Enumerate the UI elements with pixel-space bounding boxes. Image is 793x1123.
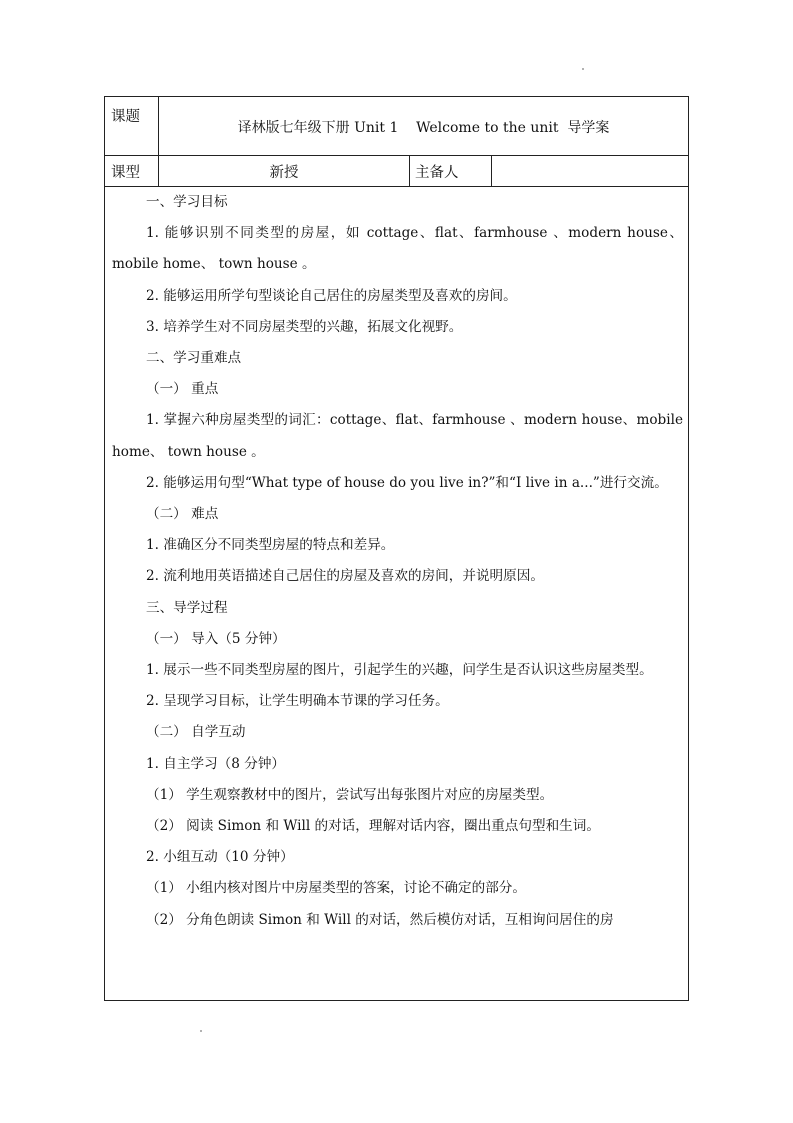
difficulty-item: 1. 准确区分不同类型房屋的特点和差异。	[146, 537, 395, 554]
guide-content	[105, 187, 688, 1000]
header-row-type	[105, 156, 688, 187]
lesson-plan-table	[104, 96, 689, 1001]
goal-item: 1. 能够识别不同类型的房屋，如 cottage、flat、farmhouse 、modern house、mobile home、 town house 。	[112, 225, 683, 273]
process-item: 1. 自主学习（8 分钟）	[146, 755, 286, 772]
section-heading: 一、学习目标	[146, 194, 228, 210]
process-subitem: （1） 小组内核对图片中房屋类型的答案，讨论不确定的部分。	[146, 880, 526, 897]
process-subitem: （2） 阅读 Simon 和 Will 的对话，理解对话内容，圈出重点句型和生词。	[146, 818, 600, 835]
type-label: 课型	[105, 156, 159, 186]
process-item: 2. 呈现学习目标，让学生明确本节课的学习任务。	[146, 693, 449, 710]
subsection-heading: （二） 自学互动	[146, 724, 246, 741]
lesson-type: 新授	[159, 156, 410, 186]
key-point-item: 1. 掌握六种房屋类型的词汇：cottage、flat、farmhouse 、modern house、mobile home、 town house 。	[112, 412, 683, 460]
lesson-title: 译林版七年级下册 Unit 1 Welcome to the unit 导学案	[237, 120, 610, 136]
subsection-heading: （一） 导入（5 分钟）	[146, 630, 286, 647]
section-heading: 二、学习重难点	[146, 350, 242, 367]
difficulty-item: 2. 流利地用英语描述自己居住的房屋及喜欢的房间，并说明原因。	[146, 568, 544, 585]
topic-title-cell	[159, 97, 688, 155]
process-item: 2. 小组互动（10 分钟）	[146, 849, 294, 866]
topic-label: 课题	[105, 97, 159, 155]
scan-dot-bottom	[200, 1030, 202, 1032]
process-subitem: （2） 分角色朗读 Simon 和 Will 的对话，然后模仿对话，互相询问居住的房	[146, 911, 614, 928]
lead-teacher-label: 主备人	[410, 156, 492, 186]
goal-item: 3. 培养学生对不同房屋类型的兴趣，拓展文化视野。	[146, 318, 463, 335]
section-heading: 三、导学过程	[146, 599, 228, 616]
subsection-heading: （一） 重点	[146, 381, 219, 398]
subsection-heading: （二） 难点	[146, 506, 219, 523]
lead-teacher-value	[492, 156, 688, 186]
header-row-topic	[105, 97, 688, 156]
scan-dot-top	[582, 68, 584, 70]
process-item: 1. 展示一些不同类型房屋的图片，引起学生的兴趣，问学生是否认识这些房屋类型。	[146, 662, 653, 679]
process-subitem: （1） 学生观察教材中的图片，尝试写出每张图片对应的房屋类型。	[146, 786, 554, 803]
key-point-item: 2. 能够运用句型“What type of house do you live in?”和“I live in a...”进行交流。	[146, 474, 668, 491]
goal-item: 2. 能够运用所学句型谈论自己居住的房屋类型及喜欢的房间。	[146, 287, 517, 304]
